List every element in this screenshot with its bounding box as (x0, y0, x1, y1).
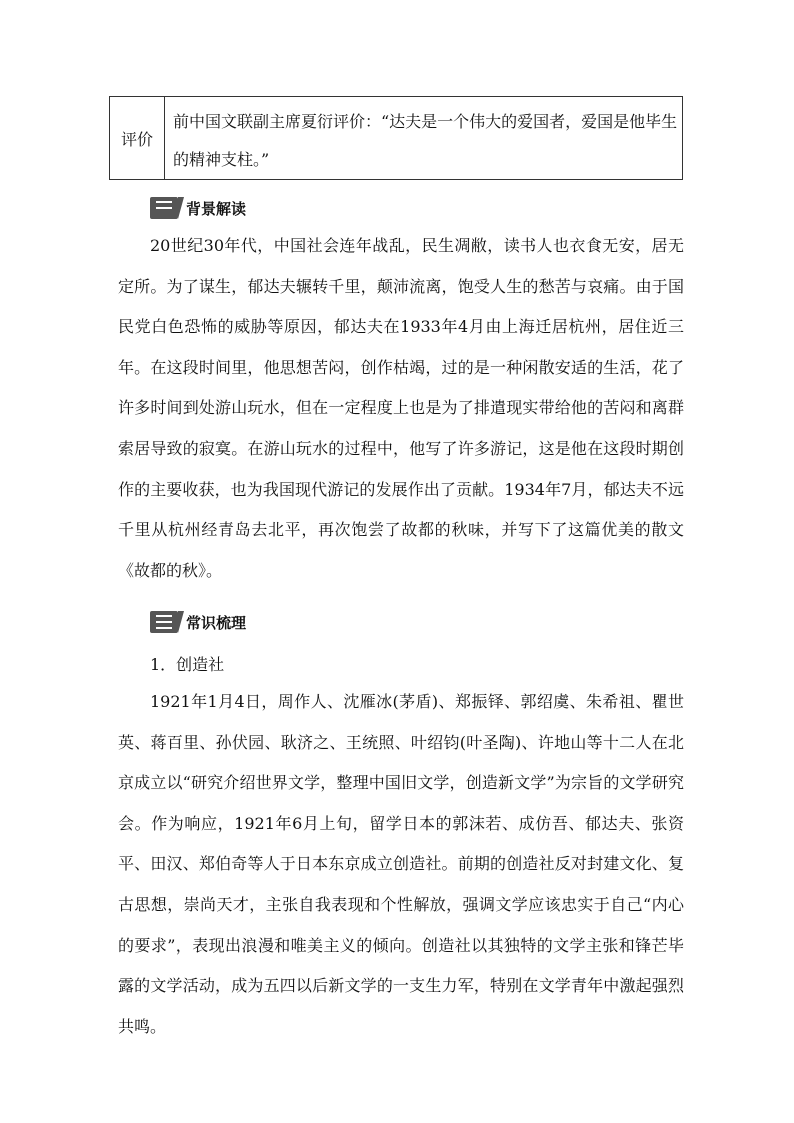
section-knowledge-title: 常识梳理 (186, 613, 247, 632)
evaluation-table (109, 96, 683, 180)
section-background-title: 背景解读 (186, 199, 247, 218)
section-background-header (150, 196, 246, 220)
background-paragraph: 20世纪30年代，中国社会连年战乱，民生凋敝，读书人也衣食无安，居无定所。为了谋生，郁达夫辗转千里，颠沛流离，饱受人生的愁苦与哀痛。由于国民党白色恐怖的威胁等原因，郁达夫在1933年4月由上海迁居杭州，居住近三年。在这段时间里，他思想苦闷，创作枯竭，过的是一种闲散安适的生活，花了许多时间到处游山玩水，但在一定程度上也是为了排遣现实带给他的苦闷和离群索居导致的寂寞。在游山玩水的过程中，他写了许多游记，这是他在这段时期创作的主要收获，也为我国现代游记的发展作出了贡献。1934年7月，郁达夫不远千里从杭州经青岛去北平，再次饱尝了故都的秋味，并写下了这篇优美的散文《故都的秋》。 (118, 236, 684, 580)
section-knowledge-header (150, 610, 246, 634)
section-two-icon (150, 197, 178, 219)
evaluation-text: 前中国文联副主席夏衍评价：“达夫是一个伟大的爱国者，爱国是他毕生的精神支柱。” (173, 112, 678, 169)
section-three-icon (150, 611, 178, 633)
item-creation-society-title: 1．创造社 (150, 655, 225, 674)
creation-society-paragraph: 1921年1月4日，周作人、沈雁冰(茅盾)、郑振铎、郭绍虞、朱希祖、瞿世英、蒋百里、孙伏园、耿济之、王统照、叶绍钧(叶圣陶)、许地山等十二人在北京成立以“研究介绍世界文学，整理中国旧文学，创造新文学”为宗旨的文学研究会。作为响应，1921年6月上旬，留学日本的郭沫若、成仿吾、郁达夫、张资平、田汉、郑伯奇等人于日本东京成立创造社。前期的创造社反对封建文化、复古思想，崇尚天才，主张自我表现和个性解放，强调文学应该忠实于自己“内心的要求”，表现出浪漫和唯美主义的倾向。创造社以其独特的文学主张和锋芒毕露的文学活动，成为五四以后新文学的一支生力军，特别在文学青年中激起强烈共鸣。 (118, 692, 684, 1036)
evaluation-label: 评价 (110, 97, 165, 179)
